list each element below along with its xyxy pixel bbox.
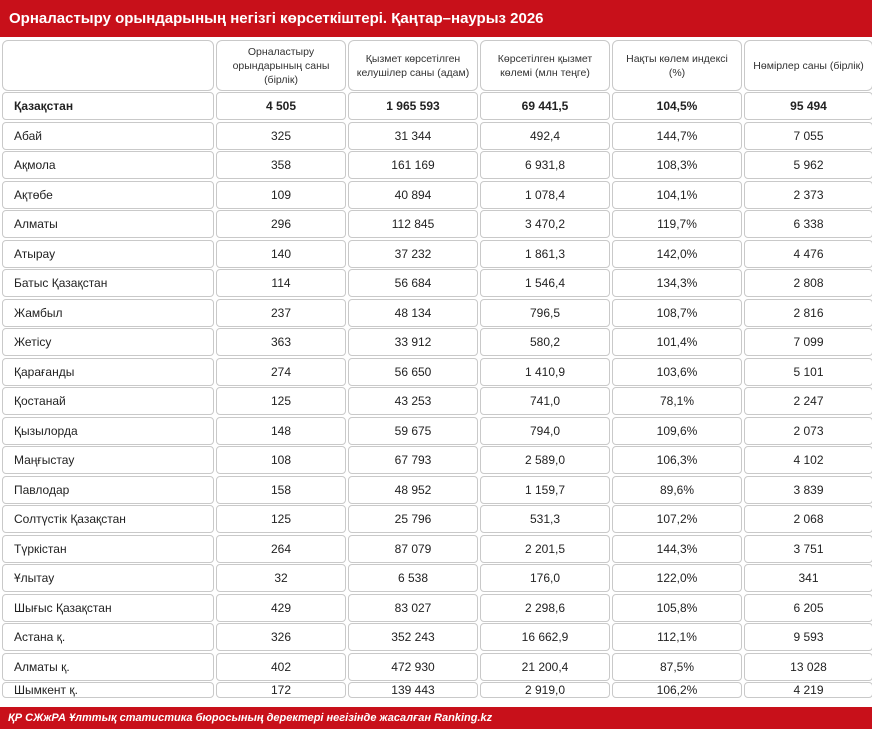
cell-real-volume-index: 144,7% (612, 122, 742, 150)
cell-real-volume-index: 89,6% (612, 476, 742, 504)
cell-visitors-count: 161 169 (348, 151, 478, 179)
cell-services-volume: 2 201,5 (480, 535, 610, 563)
cell-real-volume-index: 112,1% (612, 623, 742, 651)
cell-establishments-count: 125 (216, 387, 346, 415)
cell-services-volume: 580,2 (480, 328, 610, 356)
indicators-table (2, 40, 872, 698)
cell-region-name: Ұлытау (2, 564, 214, 592)
cell-real-volume-index: 119,7% (612, 210, 742, 238)
cell-visitors-count: 352 243 (348, 623, 478, 651)
cell-services-volume: 21 200,4 (480, 653, 610, 681)
cell-rooms-count: 5 962 (744, 151, 872, 179)
cell-region-name: Ақмола (2, 151, 214, 179)
cell-region-name: Қарағанды (2, 358, 214, 386)
cell-establishments-count: 114 (216, 269, 346, 297)
cell-region-name: Қызылорда (2, 417, 214, 445)
cell-establishments-count: 358 (216, 151, 346, 179)
cell-region-name: Жамбыл (2, 299, 214, 327)
cell-region-name: Шығыс Қазақстан (2, 594, 214, 622)
cell-establishments-count: 325 (216, 122, 346, 150)
cell-establishments-count: 326 (216, 623, 346, 651)
source-footer: ҚР СЖжРА Ұлттық статистика бюросының деректері негізінде жасалған Ranking.kz (0, 707, 872, 729)
cell-services-volume: 6 931,8 (480, 151, 610, 179)
cell-establishments-count: 4 505 (216, 92, 346, 120)
cell-real-volume-index: 104,1% (612, 181, 742, 209)
cell-establishments-count: 148 (216, 417, 346, 445)
cell-real-volume-index: 101,4% (612, 328, 742, 356)
cell-visitors-count: 37 232 (348, 240, 478, 268)
cell-region-name: Павлодар (2, 476, 214, 504)
cell-real-volume-index: 107,2% (612, 505, 742, 533)
cell-rooms-count: 4 102 (744, 446, 872, 474)
cell-real-volume-index: 108,3% (612, 151, 742, 179)
cell-visitors-count: 25 796 (348, 505, 478, 533)
cell-establishments-count: 109 (216, 181, 346, 209)
cell-real-volume-index: 87,5% (612, 653, 742, 681)
cell-real-volume-index: 78,1% (612, 387, 742, 415)
cell-real-volume-index: 103,6% (612, 358, 742, 386)
cell-region-name: Қазақстан (2, 92, 214, 120)
cell-real-volume-index: 104,5% (612, 92, 742, 120)
cell-real-volume-index: 105,8% (612, 594, 742, 622)
cell-rooms-count: 2 373 (744, 181, 872, 209)
cell-visitors-count: 48 134 (348, 299, 478, 327)
cell-services-volume: 1 546,4 (480, 269, 610, 297)
cell-visitors-count: 59 675 (348, 417, 478, 445)
cell-visitors-count: 83 027 (348, 594, 478, 622)
cell-real-volume-index: 109,6% (612, 417, 742, 445)
cell-rooms-count: 7 055 (744, 122, 872, 150)
cell-visitors-count: 48 952 (348, 476, 478, 504)
cell-real-volume-index: 106,3% (612, 446, 742, 474)
cell-visitors-count: 87 079 (348, 535, 478, 563)
page-title: Орналастыру орындарының негізгі көрсеткіштері. Қаңтар–наурыз 2026 (0, 0, 872, 37)
cell-region-name: Абай (2, 122, 214, 150)
cell-establishments-count: 108 (216, 446, 346, 474)
cell-rooms-count: 2 808 (744, 269, 872, 297)
cell-real-volume-index: 134,3% (612, 269, 742, 297)
cell-services-volume: 69 441,5 (480, 92, 610, 120)
cell-establishments-count: 158 (216, 476, 346, 504)
cell-services-volume: 16 662,9 (480, 623, 610, 651)
cell-region-name: Алматы (2, 210, 214, 238)
cell-visitors-count: 31 344 (348, 122, 478, 150)
cell-establishments-count: 237 (216, 299, 346, 327)
cell-services-volume: 531,3 (480, 505, 610, 533)
cell-visitors-count: 1 965 593 (348, 92, 478, 120)
cell-establishments-count: 274 (216, 358, 346, 386)
cell-visitors-count: 40 894 (348, 181, 478, 209)
header-corner-cell (2, 40, 214, 91)
cell-services-volume: 492,4 (480, 122, 610, 150)
cell-real-volume-index: 144,3% (612, 535, 742, 563)
cell-services-volume: 2 589,0 (480, 446, 610, 474)
cell-rooms-count: 2 068 (744, 505, 872, 533)
header-establishments-count: Орналастыру орындарының саны (бірлік) (216, 40, 346, 91)
cell-rooms-count: 95 494 (744, 92, 872, 120)
cell-visitors-count: 43 253 (348, 387, 478, 415)
cell-visitors-count: 33 912 (348, 328, 478, 356)
cell-visitors-count: 112 845 (348, 210, 478, 238)
cell-region-name: Шымкент қ. (2, 682, 214, 698)
cell-establishments-count: 363 (216, 328, 346, 356)
cell-visitors-count: 6 538 (348, 564, 478, 592)
cell-rooms-count: 2 816 (744, 299, 872, 327)
cell-establishments-count: 140 (216, 240, 346, 268)
cell-establishments-count: 264 (216, 535, 346, 563)
cell-rooms-count: 4 476 (744, 240, 872, 268)
cell-rooms-count: 13 028 (744, 653, 872, 681)
cell-services-volume: 1 861,3 (480, 240, 610, 268)
cell-services-volume: 1 159,7 (480, 476, 610, 504)
cell-services-volume: 794,0 (480, 417, 610, 445)
cell-visitors-count: 472 930 (348, 653, 478, 681)
cell-services-volume: 796,5 (480, 299, 610, 327)
cell-rooms-count: 7 099 (744, 328, 872, 356)
cell-establishments-count: 429 (216, 594, 346, 622)
cell-region-name: Батыс Қазақстан (2, 269, 214, 297)
header-real-volume-index: Нақты көлем индексі (%) (612, 40, 742, 91)
cell-services-volume: 176,0 (480, 564, 610, 592)
cell-real-volume-index: 142,0% (612, 240, 742, 268)
cell-region-name: Қостанай (2, 387, 214, 415)
header-visitors-count: Қызмет көрсетілген келушілер саны (адам) (348, 40, 478, 91)
cell-services-volume: 3 470,2 (480, 210, 610, 238)
cell-establishments-count: 32 (216, 564, 346, 592)
cell-establishments-count: 402 (216, 653, 346, 681)
cell-region-name: Алматы қ. (2, 653, 214, 681)
cell-services-volume: 2 298,6 (480, 594, 610, 622)
cell-services-volume: 2 919,0 (480, 682, 610, 698)
cell-region-name: Түркістан (2, 535, 214, 563)
cell-rooms-count: 3 839 (744, 476, 872, 504)
cell-rooms-count: 2 073 (744, 417, 872, 445)
cell-visitors-count: 56 684 (348, 269, 478, 297)
cell-real-volume-index: 106,2% (612, 682, 742, 698)
cell-rooms-count: 2 247 (744, 387, 872, 415)
cell-rooms-count: 5 101 (744, 358, 872, 386)
cell-visitors-count: 56 650 (348, 358, 478, 386)
cell-visitors-count: 67 793 (348, 446, 478, 474)
cell-services-volume: 1 078,4 (480, 181, 610, 209)
cell-services-volume: 1 410,9 (480, 358, 610, 386)
header-services-volume: Көрсетілген қызмет көлемі (млн теңге) (480, 40, 610, 91)
cell-services-volume: 741,0 (480, 387, 610, 415)
cell-real-volume-index: 122,0% (612, 564, 742, 592)
cell-region-name: Солтүстік Қазақстан (2, 505, 214, 533)
cell-rooms-count: 3 751 (744, 535, 872, 563)
cell-region-name: Атырау (2, 240, 214, 268)
cell-rooms-count: 6 205 (744, 594, 872, 622)
cell-establishments-count: 296 (216, 210, 346, 238)
header-rooms-count: Нөмірлер саны (бірлік) (744, 40, 872, 91)
cell-region-name: Ақтөбе (2, 181, 214, 209)
cell-establishments-count: 125 (216, 505, 346, 533)
cell-real-volume-index: 108,7% (612, 299, 742, 327)
cell-establishments-count: 172 (216, 682, 346, 698)
cell-rooms-count: 341 (744, 564, 872, 592)
cell-rooms-count: 9 593 (744, 623, 872, 651)
cell-rooms-count: 6 338 (744, 210, 872, 238)
cell-region-name: Маңғыстау (2, 446, 214, 474)
cell-region-name: Астана қ. (2, 623, 214, 651)
cell-region-name: Жетісу (2, 328, 214, 356)
cell-rooms-count: 4 219 (744, 682, 872, 698)
cell-visitors-count: 139 443 (348, 682, 478, 698)
